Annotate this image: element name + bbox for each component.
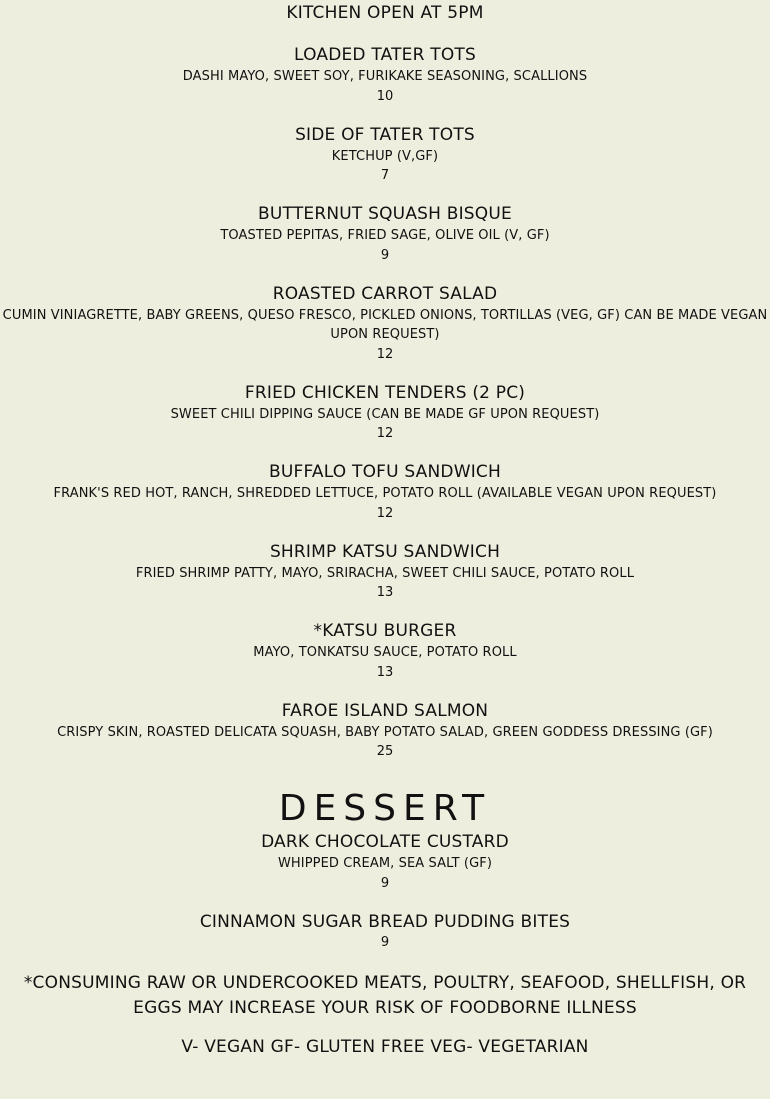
menu-item-price: 9 [380,247,390,263]
menu-item [2,283,768,364]
menu-item-name: LOADED TATER TOTS [294,45,476,65]
menu-item-description: FRANK'S RED HOT, RANCH, SHREDDED LETTUCE, POTATO ROLL (AVAILABLE VEGAN UPON REQUEST) [53,486,717,501]
dessert-item [2,831,768,893]
menu-item-price: 13 [376,585,394,600]
menu-item-description: CUMIN VINIAGRETTE, BABY GREENS, QUESO FRESCO, PICKLED ONIONS, TORTILLAS (VEG, GF) CAN BE MADE VEGAN UPON REQUEST) [2,307,768,342]
dessert-section-heading: DESSERT [278,788,492,829]
menu-item-name: ROASTED CARROT SALAD [272,283,498,304]
menu-item-price: 12 [376,346,394,362]
dessert-item-name: CINNAMON SUGAR BREAD PUDDING BITES [199,911,571,932]
menu-item-name: FAROE ISLAND SALMON [281,700,489,721]
menu-item-price: 10 [376,88,394,104]
menu-item-description: MAYO, TONKATSU SAUCE, POTATO ROLL [253,645,517,660]
menu-item [2,382,768,444]
menu-item-description: TOASTED PEPITAS, FRIED SAGE, OLIVE OIL (V, GF) [220,228,550,243]
menu-item-name: SHRIMP KATSU SANDWICH [269,541,501,562]
menu-item-name: BUTTERNUT SQUASH BISQUE [258,204,512,224]
menu-item-name: FRIED CHICKEN TENDERS (2 PC) [244,382,526,403]
dessert-item-name: DARK CHOCOLATE CUSTARD [261,832,509,852]
menu-item-price: 25 [376,744,394,759]
menu-item [2,124,768,186]
menu-item-name: *KATSU BURGER [313,621,457,641]
food-safety-disclaimer: *CONSUMING RAW OR UNDERCOOKED MEATS, POULTRY, SEAFOOD, SHELLFISH, OR EGGS MAY INCREASE YOUR RISK OF FOODBORNE ILLNESS [23,972,747,1018]
kitchen-hours-notice: KITCHEN OPEN AT 5PM [286,3,484,23]
menu-item-description: FRIED SHRIMP PATTY, MAYO, SRIRACHA, SWEET CHILI SAUCE, POTATO ROLL [135,565,635,581]
menu-item-description: CRISPY SKIN, ROASTED DELICATA SQUASH, BABY POTATO SALAD, GREEN GODDESS DRESSING (GF) [57,724,713,740]
menu-item [2,203,768,265]
menu-item-description: KETCHUP (V,GF) [331,148,439,164]
menu-item [2,44,768,106]
menu-item-price: 12 [376,505,394,521]
menu-item [2,461,768,523]
menu-item-description: DASHI MAYO, SWEET SOY, FURIKAKE SEASONING, SCALLIONS [182,69,588,84]
menu-item-description: SWEET CHILI DIPPING SAUCE (CAN BE MADE GF UPON REQUEST) [170,406,600,422]
menu-item-price: 12 [376,426,394,441]
dessert-item [2,911,768,952]
menu-item [2,700,768,762]
menu-item-name: SIDE OF TATER TOTS [295,124,475,145]
dietary-legend: V- VEGAN GF- GLUTEN FREE VEG- VEGETARIAN [181,1036,589,1057]
menu-item-name: BUFFALO TOFU SANDWICH [269,462,501,482]
dessert-item-price: 9 [380,934,390,950]
menu-item-price: 13 [376,664,394,680]
menu-item-price: 7 [380,168,390,183]
menu-item [2,541,768,603]
dessert-item-description: WHIPPED CREAM, SEA SALT (GF) [277,856,493,871]
dessert-item-price: 9 [380,875,390,891]
menu-item [2,620,768,682]
